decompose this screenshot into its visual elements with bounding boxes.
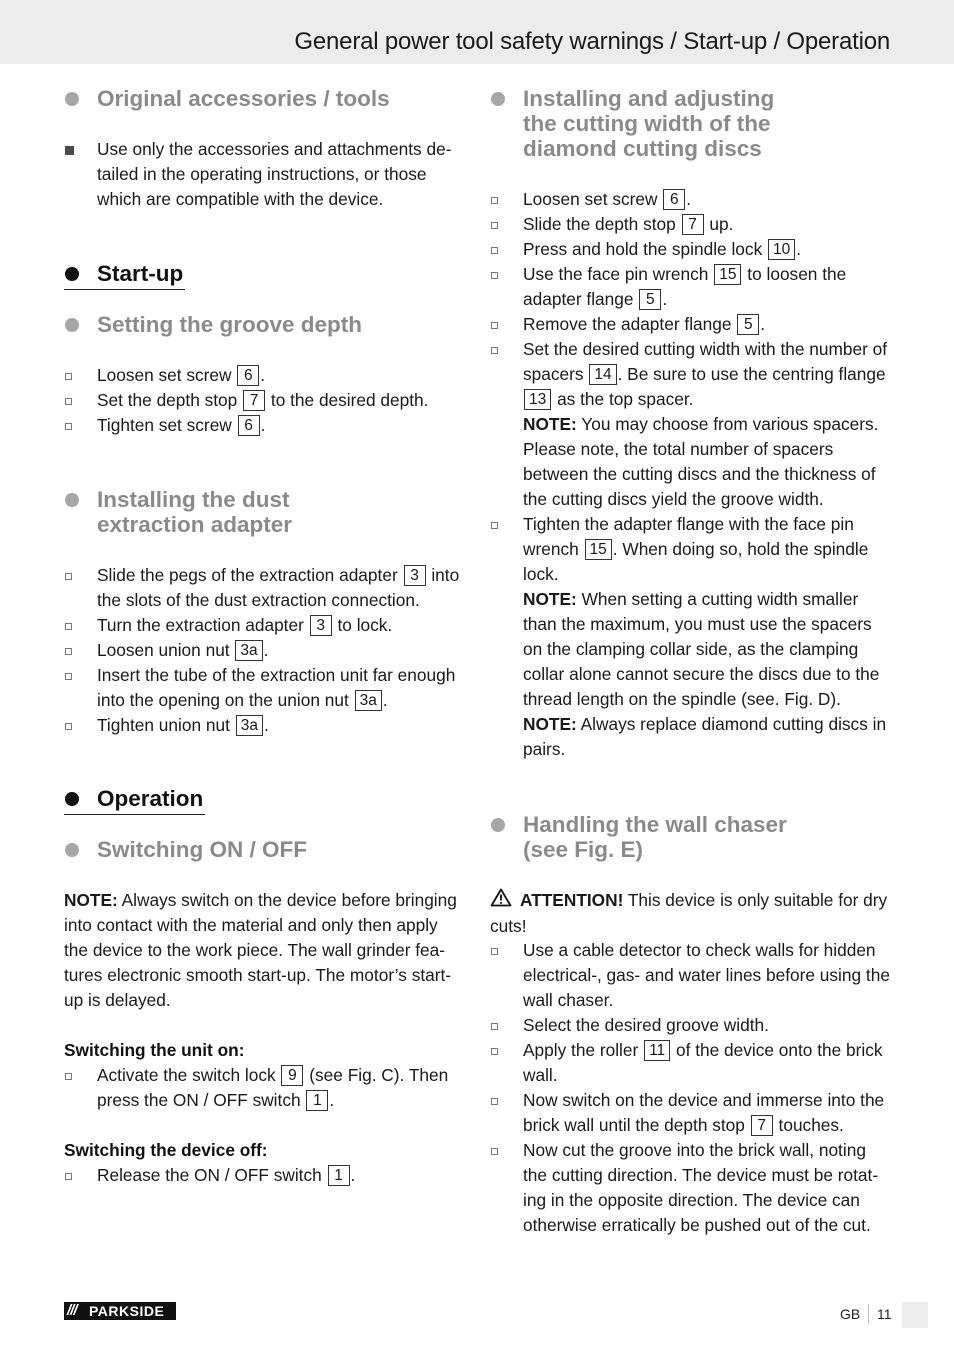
part-reference-badge: 5	[639, 289, 661, 310]
list-item: Remove the adapter flange 5 .	[490, 312, 890, 337]
list-item: Loosen set screw 6 .	[490, 187, 890, 212]
switching-on-steps	[64, 1063, 464, 1113]
checkbox-bullet-icon	[491, 347, 498, 354]
handling-steps	[490, 938, 890, 1238]
list-item: Press and hold the spindle lock 10 .	[490, 237, 890, 262]
heading-original-accessories: Original accessories / tools	[64, 86, 390, 111]
part-reference-badge: 15	[714, 264, 741, 285]
list-item: Slide the depth stop 7 up.	[490, 212, 890, 237]
checkbox-bullet-icon	[65, 373, 72, 380]
bullet-dot-icon	[65, 267, 79, 281]
warning-triangle-icon	[490, 888, 512, 914]
checkbox-bullet-icon	[65, 398, 72, 405]
page-title: General power tool safety warnings / Start-up / Operation	[294, 28, 890, 55]
list-item: Activate the switch lock 9 (see Fig. C). Then press the ON / OFF switch 1 .	[64, 1063, 464, 1113]
checkbox-bullet-icon	[491, 272, 498, 279]
subheading-switching-on: Switching the unit on:	[64, 1040, 245, 1060]
cutting-width-steps	[490, 187, 890, 762]
heading-installing-cutting-width: Installing and adjusting the cutting width of the diamond cutting discs	[490, 86, 774, 161]
bullet-dot-icon	[65, 92, 79, 106]
part-reference-badge: 6	[663, 189, 685, 210]
language-code: GB	[840, 1306, 861, 1322]
list-item: Set the desired cutting width with the number of spacers 14 . Be sure to use the centring flange 13 as the top spacer. NOTE: You may choose from various spacers. Please note, the total number of spacers between the cutting discs and the thickness of the cutting discs yield the groove width.	[490, 337, 890, 512]
heading-handling-wall-chaser: Handling the wall chaser (see Fig. E)	[490, 812, 787, 862]
checkbox-bullet-icon	[491, 1048, 498, 1055]
bullet-dot-icon	[65, 318, 79, 332]
checkbox-bullet-icon	[65, 1173, 72, 1180]
part-reference-badge: 11	[644, 1040, 670, 1061]
bullet-dot-icon	[65, 843, 79, 857]
parkside-logo: /// PARKSIDE	[64, 1302, 176, 1320]
list-item: Tighten union nut 3a .	[64, 713, 464, 738]
list-item: Set the depth stop 7 to the desired depth.	[64, 388, 464, 413]
page-tab-marker	[902, 1302, 928, 1328]
list-item: Now cut the groove into the brick wall, noting the cutting direction. The device must be rotat- ing in the opposite direction. The device can otherwise erratically be pushed out of the cut.	[490, 1138, 890, 1238]
subheading-switching-off: Switching the device off:	[64, 1140, 268, 1160]
checkbox-bullet-icon	[65, 573, 72, 580]
heading-start-up: Start-up	[64, 261, 185, 290]
list-item: Loosen set screw 6 .	[64, 363, 464, 388]
list-item: Apply the roller 11 of the device onto the brick wall.	[490, 1038, 890, 1088]
list-item: Use only the accessories and attachments de- tailed in the operating instructions, or those which are compatible with the device.	[64, 137, 464, 212]
part-reference-badge: 15	[585, 539, 612, 560]
part-reference-badge: 10	[768, 239, 795, 260]
checkbox-bullet-icon	[65, 1073, 72, 1080]
part-reference-badge: 1	[328, 1165, 350, 1186]
part-reference-badge: 7	[751, 1115, 773, 1136]
part-reference-badge: 3a	[355, 690, 382, 711]
square-bullet-icon	[65, 146, 74, 155]
checkbox-bullet-icon	[65, 723, 72, 730]
checkbox-bullet-icon	[491, 322, 498, 329]
list-item: Loosen union nut 3a .	[64, 638, 464, 663]
bullet-dot-icon	[491, 92, 505, 106]
checkbox-bullet-icon	[65, 623, 72, 630]
heading-operation: Operation	[64, 786, 205, 815]
switching-off-steps	[64, 1163, 464, 1188]
part-reference-badge: 5	[737, 314, 759, 335]
list-item: Tighten the adapter flange with the face pin wrench 15 . When doing so, hold the spindle lock. NOTE: When setting a cutting width smaller than the maximum, you must use the spacers on the clamping collar side, as the clamping collar alone cannot secure the discs due to the thread length on the spindle (see. Fig. D). NOTE: Always replace diamond cutting discs in pairs.	[490, 512, 890, 762]
part-reference-badge: 7	[682, 214, 704, 235]
heading-switching-on-off: Switching ON / OFF	[64, 837, 307, 862]
list-item: Tighten set screw 6 .	[64, 413, 464, 438]
checkbox-bullet-icon	[491, 522, 498, 529]
heading-installing-dust-adapter: Installing the dust extraction adapter	[64, 487, 292, 537]
checkbox-bullet-icon	[491, 247, 498, 254]
footer-divider	[868, 1304, 869, 1324]
part-reference-badge: 14	[589, 364, 616, 385]
heading-setting-groove-depth: Setting the groove depth	[64, 312, 362, 337]
checkbox-bullet-icon	[491, 1148, 498, 1155]
part-reference-badge: 6	[237, 365, 259, 386]
list-item: Insert the tube of the extraction unit far enough into the opening on the union nut 3a .	[64, 663, 464, 713]
list-item: Slide the pegs of the extraction adapter 3 into the slots of the dust extraction connection.	[64, 563, 464, 613]
switching-note: NOTE: Always switch on the device before bringing into contact with the material and only then apply the device to the work piece. The wall grinder fea- tures electronic smooth start-up. The motor’s start-up is delayed.	[64, 890, 457, 1010]
list-item: Select the desired groove width.	[490, 1013, 890, 1038]
list-item: Use the face pin wrench 15 to loosen the adapter flange 5 .	[490, 262, 890, 312]
part-reference-badge: 3	[404, 565, 426, 586]
attention-notice: ATTENTION! This device is only suitable for dry cuts!	[490, 890, 888, 936]
checkbox-bullet-icon	[65, 648, 72, 655]
checkbox-bullet-icon	[491, 1023, 498, 1030]
list-item: Turn the extraction adapter 3 to lock.	[64, 613, 464, 638]
list-item: Release the ON / OFF switch 1 .	[64, 1163, 464, 1188]
part-reference-badge: 3a	[235, 640, 262, 661]
list-item: Use a cable detector to check walls for hidden electrical-, gas- and water lines before using the wall chaser.	[490, 938, 890, 1013]
bullet-dot-icon	[491, 818, 505, 832]
checkbox-bullet-icon	[491, 197, 498, 204]
part-reference-badge: 3	[310, 615, 332, 636]
bullet-dot-icon	[65, 493, 79, 507]
part-reference-badge: 13	[524, 389, 551, 410]
checkbox-bullet-icon	[65, 673, 72, 680]
bullet-dot-icon	[65, 792, 79, 806]
part-reference-badge: 9	[281, 1065, 303, 1086]
checkbox-bullet-icon	[491, 948, 498, 955]
checkbox-bullet-icon	[65, 423, 72, 430]
checkbox-bullet-icon	[491, 222, 498, 229]
page-number: 11	[877, 1306, 892, 1322]
part-reference-badge: 7	[243, 390, 265, 411]
accessories-list	[64, 137, 464, 212]
dust-adapter-steps	[64, 563, 464, 738]
part-reference-badge: 3a	[236, 715, 263, 736]
part-reference-badge: 6	[238, 415, 260, 436]
checkbox-bullet-icon	[491, 1098, 498, 1105]
list-item: Now switch on the device and immerse into the brick wall until the depth stop 7 touches.	[490, 1088, 890, 1138]
part-reference-badge: 1	[306, 1090, 328, 1111]
groove-depth-steps	[64, 363, 464, 438]
